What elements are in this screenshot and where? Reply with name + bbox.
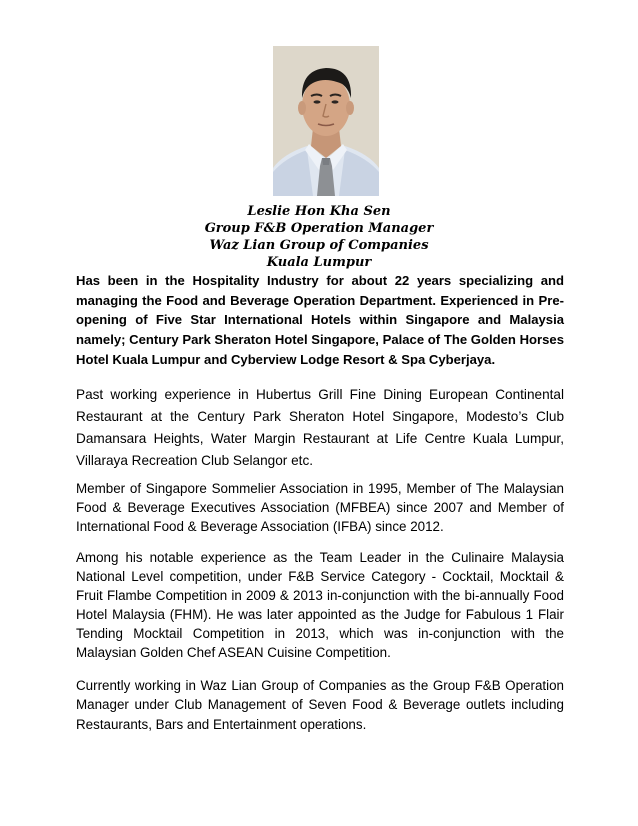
portrait-image bbox=[273, 46, 379, 196]
profile-location: Kuala Lumpur bbox=[266, 255, 372, 270]
paragraph-experience-summary: Has been in the Hospitality Industry for about 22 years specializing and managing the Food and Beverage Operation Department. Experienced in Pre-opening of Five Star International Hotels within Singapore and Malaysia namely; Century Park Sheraton Hotel Singapore, Palace of The Golden Horses Hotel Kuala Lumpur and Cyberview Lodge Resort & Spa Cyberjaya. bbox=[76, 273, 564, 367]
paragraph-current-role: Currently working in Waz Lian Group of Companies as the Group F&B Operation Manager under Club Management of Seven Food & Beverage outlets including Restaurants, Bars and Entertainment operations. bbox=[76, 678, 564, 732]
profile-header bbox=[0, 203, 638, 271]
paragraph-past-experience: Past working experience in Hubertus Grill Fine Dining European Continental Restaurant at the Century Park Sheraton Hotel Singapore, Modesto’s Club Damansara Heights, Water Margin Restaurant at Life Centre Kuala Lumpur, Villaraya Recreation Club Selangor etc. bbox=[76, 387, 564, 468]
profile-company: Waz Lian Group of Companies bbox=[209, 238, 429, 253]
profile-name: Leslie Hon Kha Sen bbox=[247, 204, 391, 219]
paragraph-memberships: Member of Singapore Sommelier Association in 1995, Member of The Malaysian Food & Beverage Executives Association (MFBEA) since 2007 and Member of International Food & Beverage Association (IFBA) since 2012. bbox=[76, 481, 564, 534]
profile-title: Group F&B Operation Manager bbox=[204, 221, 434, 236]
paragraph-competitions: Among his notable experience as the Team Leader in the Culinaire Malaysia National Level competition, under F&B Service Category - Cocktail, Mocktail & Fruit Flambe Competition in 2009 & 2013 in-conjunction with the bi-annually Food Hotel Malaysia (FHM). He was later appointed as the Judge for Fabulous 1 Flair Tending Mocktail Competition in 2013, which was in-conjunction with the Malaysian Golden Chef ASEAN Cuisine Competition. bbox=[76, 550, 564, 661]
profile-photo bbox=[273, 46, 379, 196]
